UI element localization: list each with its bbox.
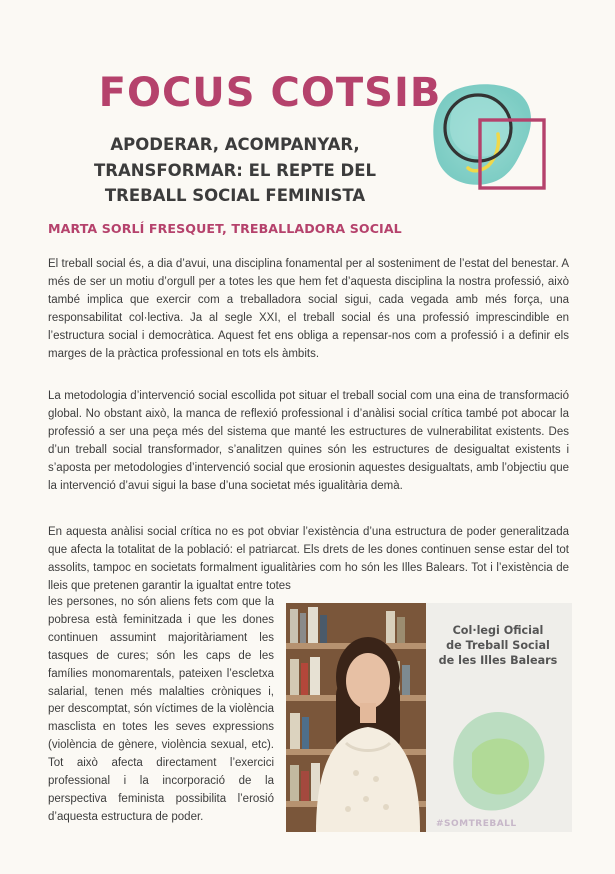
body-paragraph-1: El treball social és, a dia d’avui, una disciplina fonamental per al sosteniment de l’estat del benestar. A més de ser un motiu d’orgull per a totes les que hem fet d’aquesta disciplina la nostra professió, això també implica que exercir com a treballadora social sigui, cada vegada amb més força, una responsabilitat col·lectiva. Ja al segle XXI, el treball social és una professió imprescindible en l’estructura social i democràtica. Aquest fet ens obliga a repensar-nos com a professió i a definir els marges de la pràctica professional en tots els àmbits. xyxy=(48,258,569,360)
banner-text xyxy=(438,623,558,668)
body-paragraph-2: La metodologia d’intervenció social escollida pot situar el treball social com una eina de transformació global. No obstant això, la manca de reflexió professional i d’anàlisi social crítica també pot abocar la professió a ser una peça més del sistema que manté les estructures de vulnerabilitat existents. Des d’un treball social transformador, s’analitzen quines són les estructures de desigualtat existents i s’aposta per metodologies d’intervenció social que erosionin aquestes desigualtats, amb l’objectiu que la intervenció d’avui sigui la base d’una societat més igualitària demà. xyxy=(48,390,569,492)
article-subtitle: APODERAR, ACOMPANYAR, TRANSFORMAR: EL REPTE DEL TREBALL SOCIAL FEMINISTA xyxy=(93,135,376,205)
banner-hashtag: #SOMTREBALL xyxy=(436,819,517,829)
banner-line-3: de les Illes Balears xyxy=(438,654,558,667)
author-photo xyxy=(286,603,572,832)
logo-icon xyxy=(428,80,556,198)
page-title: FOCUS COTSIB xyxy=(98,70,442,116)
body-paragraph-3: En aquesta anàlisi social crítica no es pot obviar l’existència d’una estructura de poder generalitzada que afecta la totalitat de la població: el patriarcat. Els drets de les dones continuen sense estar del tot assolits, tampoc en societats formalment igualitàries com ho són les Illes Balears. Tot i l’existència de lleis que pretenen garantir la igualtat entre totes xyxy=(48,526,569,592)
banner-line-2: de Treball Social xyxy=(446,639,550,652)
author-byline: MARTA SORLÍ FRESQUET, TREBALLADORA SOCIAL xyxy=(48,221,402,236)
banner-line-1: Col·legi Oficial xyxy=(452,624,544,637)
body-paragraph-4: les persones, no són aliens fets com que la pobresa està feminitzada i que les dones continuen assumint majoritàriament les tasques de cures; són les caps de les famílies monomarentals, pateixen l’escletxa salarial, tenen més malalties cròniques i, per descomptat, són víctimes de la violència masclista en totes les seves expressions (violència de gènere, violència sexual, etc). Tot això afecta directament l’exercici professional i la incorporació de la perspectiva feminista possibilita l’erosió d’aquesta estructura de poder. xyxy=(48,596,274,823)
